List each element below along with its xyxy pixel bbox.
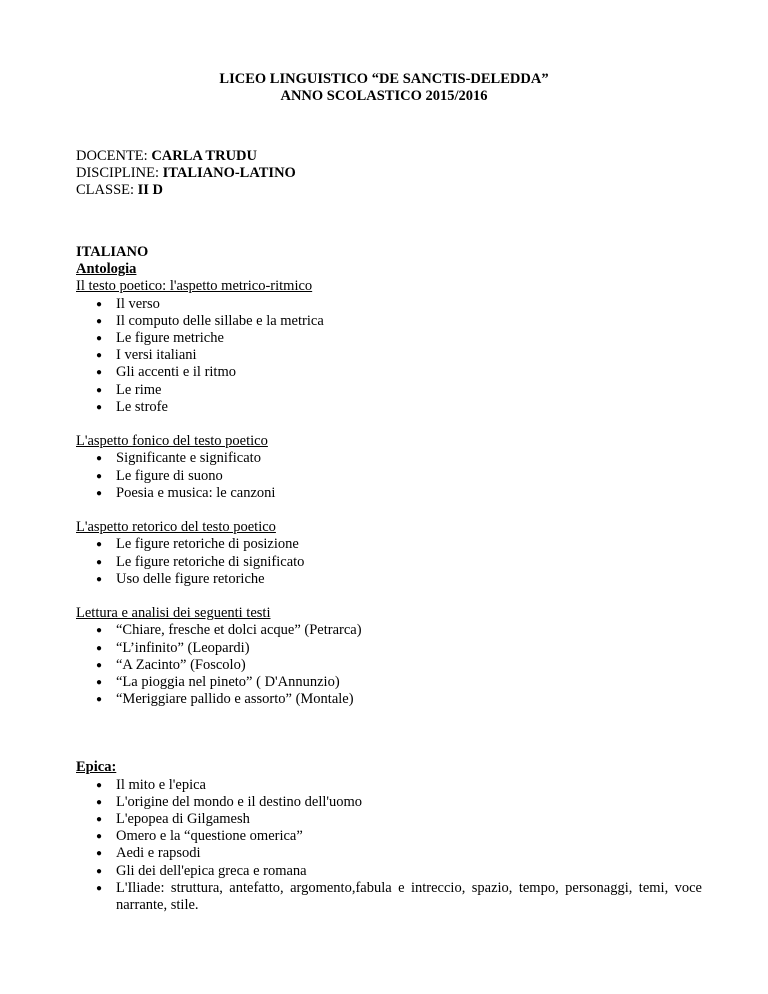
school-year: ANNO SCOLASTICO 2015/2016 xyxy=(280,88,488,104)
bullet-icon: ● xyxy=(96,384,103,396)
list-item xyxy=(76,382,702,399)
list-item-text: Le figure di suono xyxy=(116,467,223,484)
bullet-icon: ● xyxy=(96,453,103,465)
bullet-icon: ● xyxy=(96,779,103,791)
bullet-icon: ● xyxy=(96,539,103,551)
bullet-icon: ● xyxy=(96,694,103,706)
document-header xyxy=(0,71,768,105)
list-item xyxy=(76,399,702,416)
list-item xyxy=(76,828,702,845)
list-item-text: “A Zacinto” (Foscolo) xyxy=(116,656,246,673)
list-item xyxy=(76,450,702,467)
list-item xyxy=(76,657,702,674)
program-content xyxy=(76,244,702,914)
bullet-icon: ● xyxy=(96,677,103,689)
list-item-text: Il verso xyxy=(116,295,160,312)
list-item-text: Le figure retoriche di significato xyxy=(116,553,305,570)
list-item xyxy=(76,674,702,691)
school-name: LICEO LINGUISTICO “DE SANCTIS-DELEDDA” xyxy=(219,71,549,87)
epica-list xyxy=(76,777,702,915)
list-item xyxy=(76,880,702,914)
list-item-text: L'epopea di Gilgamesh xyxy=(116,811,250,828)
classe-value: II D xyxy=(137,182,164,199)
list-item-text: Aedi e rapsodi xyxy=(116,845,201,862)
list-item xyxy=(76,296,702,313)
docente-line xyxy=(76,148,296,165)
bullet-icon: ● xyxy=(96,367,103,379)
bullet-icon: ● xyxy=(96,625,103,637)
section-fonico-list xyxy=(76,450,702,502)
discipline-value: ITALIANO-LATINO xyxy=(162,165,296,182)
section-retorico-heading: L'aspetto retorico del testo poetico xyxy=(76,519,276,536)
list-item-text: Le figure retoriche di posizione xyxy=(116,536,299,553)
section-letture-heading: Lettura e analisi dei seguenti testi xyxy=(76,605,271,622)
discipline-line xyxy=(76,165,296,182)
docente-label: DOCENTE: xyxy=(76,148,152,164)
bullet-icon: ● xyxy=(96,642,103,654)
list-item xyxy=(76,536,702,553)
bullet-icon: ● xyxy=(96,865,103,877)
list-item xyxy=(76,330,702,347)
list-item-text: I versi italiani xyxy=(116,347,197,364)
list-item xyxy=(76,571,702,588)
subject-title: ITALIANO xyxy=(76,244,149,260)
list-item-text: Uso delle figure retoriche xyxy=(116,570,265,587)
section-retorico-list xyxy=(76,536,702,588)
list-item-text: L'Iliade: struttura, antefatto, argomento,fabula e intreccio, spazio, tempo, personaggi, temi, voce narrante, stile. xyxy=(116,879,702,914)
list-item xyxy=(76,777,702,794)
list-item xyxy=(76,622,702,639)
bullet-icon: ● xyxy=(96,315,103,327)
epica-heading: Epica: xyxy=(76,759,117,776)
bullet-icon: ● xyxy=(96,350,103,362)
bullet-icon: ● xyxy=(96,848,103,860)
course-info xyxy=(76,148,296,200)
list-item-text: Gli accenti e il ritmo xyxy=(116,364,236,381)
list-item xyxy=(76,468,702,485)
section-metrico-list xyxy=(76,296,702,416)
list-item-text: “L’infinito” (Leopardi) xyxy=(116,639,250,656)
bullet-icon: ● xyxy=(96,814,103,826)
list-item xyxy=(76,691,702,708)
bullet-icon: ● xyxy=(96,882,103,894)
list-item xyxy=(76,485,702,502)
list-item xyxy=(76,554,702,571)
list-item-text: Le strofe xyxy=(116,398,168,415)
list-item xyxy=(76,794,702,811)
bullet-icon: ● xyxy=(96,659,103,671)
list-item-text: “La pioggia nel pineto” ( D'Annunzio) xyxy=(116,674,340,691)
list-item xyxy=(76,811,702,828)
list-item-text: Le rime xyxy=(116,381,162,398)
list-item-text: “Chiare, fresche et dolci acque” (Petrarca) xyxy=(116,622,362,639)
list-item-text: Significante e significato xyxy=(116,450,261,467)
bullet-icon: ● xyxy=(96,573,103,585)
bullet-icon: ● xyxy=(96,796,103,808)
list-item-text: Il mito e l'epica xyxy=(116,776,206,793)
bullet-icon: ● xyxy=(96,298,103,310)
list-item-text: Il computo delle sillabe e la metrica xyxy=(116,312,324,329)
list-item xyxy=(76,863,702,880)
list-item-text: Gli dei dell'epica greca e romana xyxy=(116,862,307,879)
bullet-icon: ● xyxy=(96,556,103,568)
section-letture-list xyxy=(76,622,702,708)
section-metrico-heading: Il testo poetico: l'aspetto metrico-ritmico xyxy=(76,278,313,295)
bullet-icon: ● xyxy=(96,831,103,843)
list-item xyxy=(76,347,702,364)
list-item xyxy=(76,313,702,330)
discipline-label: DISCIPLINE: xyxy=(76,165,163,182)
bullet-icon: ● xyxy=(96,333,103,345)
docente-value: CARLA TRUDU xyxy=(151,148,257,164)
list-item xyxy=(76,364,702,381)
bullet-icon: ● xyxy=(96,487,103,499)
section-fonico-heading: L'aspetto fonico del testo poetico xyxy=(76,433,268,450)
list-item-text: Le figure metriche xyxy=(116,330,224,347)
bullet-icon: ● xyxy=(96,401,103,413)
list-item-text: “Meriggiare pallido e assorto” (Montale) xyxy=(116,691,354,708)
list-item xyxy=(76,845,702,862)
list-item-text: Omero e la “questione omerica” xyxy=(116,828,303,845)
bullet-icon: ● xyxy=(96,470,103,482)
classe-line xyxy=(76,182,296,199)
antologia-heading: Antologia xyxy=(76,261,137,278)
list-item xyxy=(76,640,702,657)
list-item-text: Poesia e musica: le canzoni xyxy=(116,484,276,501)
classe-label: CLASSE: xyxy=(76,182,138,199)
list-item-text: L'origine del mondo e il destino dell'uomo xyxy=(116,793,363,810)
